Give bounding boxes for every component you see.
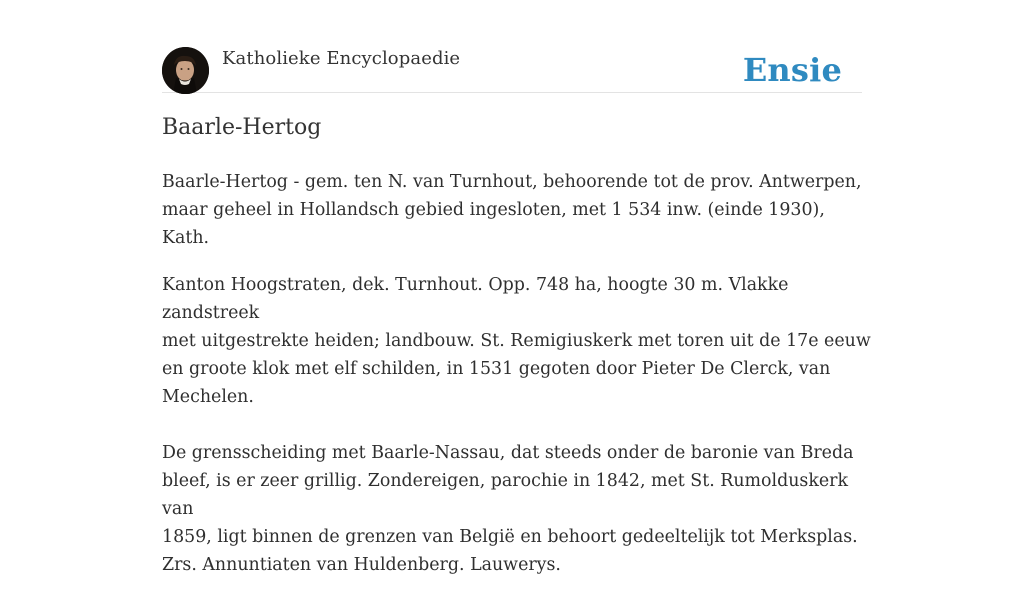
article-paragraph: De grensscheiding met Baarle-Nassau, dat steeds onder de baronie van Breda bleef, is er zeer grillig. Zondereigen, parochie in 1842, met St. Rumolduskerk van 1859, ligt binnen de grenzen van België en behoort gedeeltelijk tot Merksplas. Zrs. Annuntiaten van Huldenberg. Lauwerys. xyxy=(162,443,858,575)
page-title: Baarle-Hertog xyxy=(162,115,322,140)
article-paragraph: Baarle-Hertog - gem. ten N. van Turnhout, behoorende tot de prov. Antwerpen, maar geheel in Hollandsch gebied ingesloten, met 1 534 inw. (einde 1930), Kath. xyxy=(162,172,862,248)
site-header xyxy=(162,44,862,93)
source-title[interactable]: Katholieke Encyclopaedie xyxy=(222,48,461,69)
brand-logo[interactable]: Ensie xyxy=(742,51,842,89)
article-body xyxy=(162,168,872,598)
article-paragraph: Kanton Hoogstraten, dek. Turnhout. Opp. 748 ha, hoogte 30 m. Vlakke zandstreek met uitgestrekte heiden; landbouw. St. Remigiuskerk met toren uit de 17e eeuw en groote klok met elf schilden, in 1531 gegoten door Pieter De Clerck, van Mechelen. xyxy=(162,275,871,407)
portrait-avatar-icon[interactable] xyxy=(162,47,209,94)
